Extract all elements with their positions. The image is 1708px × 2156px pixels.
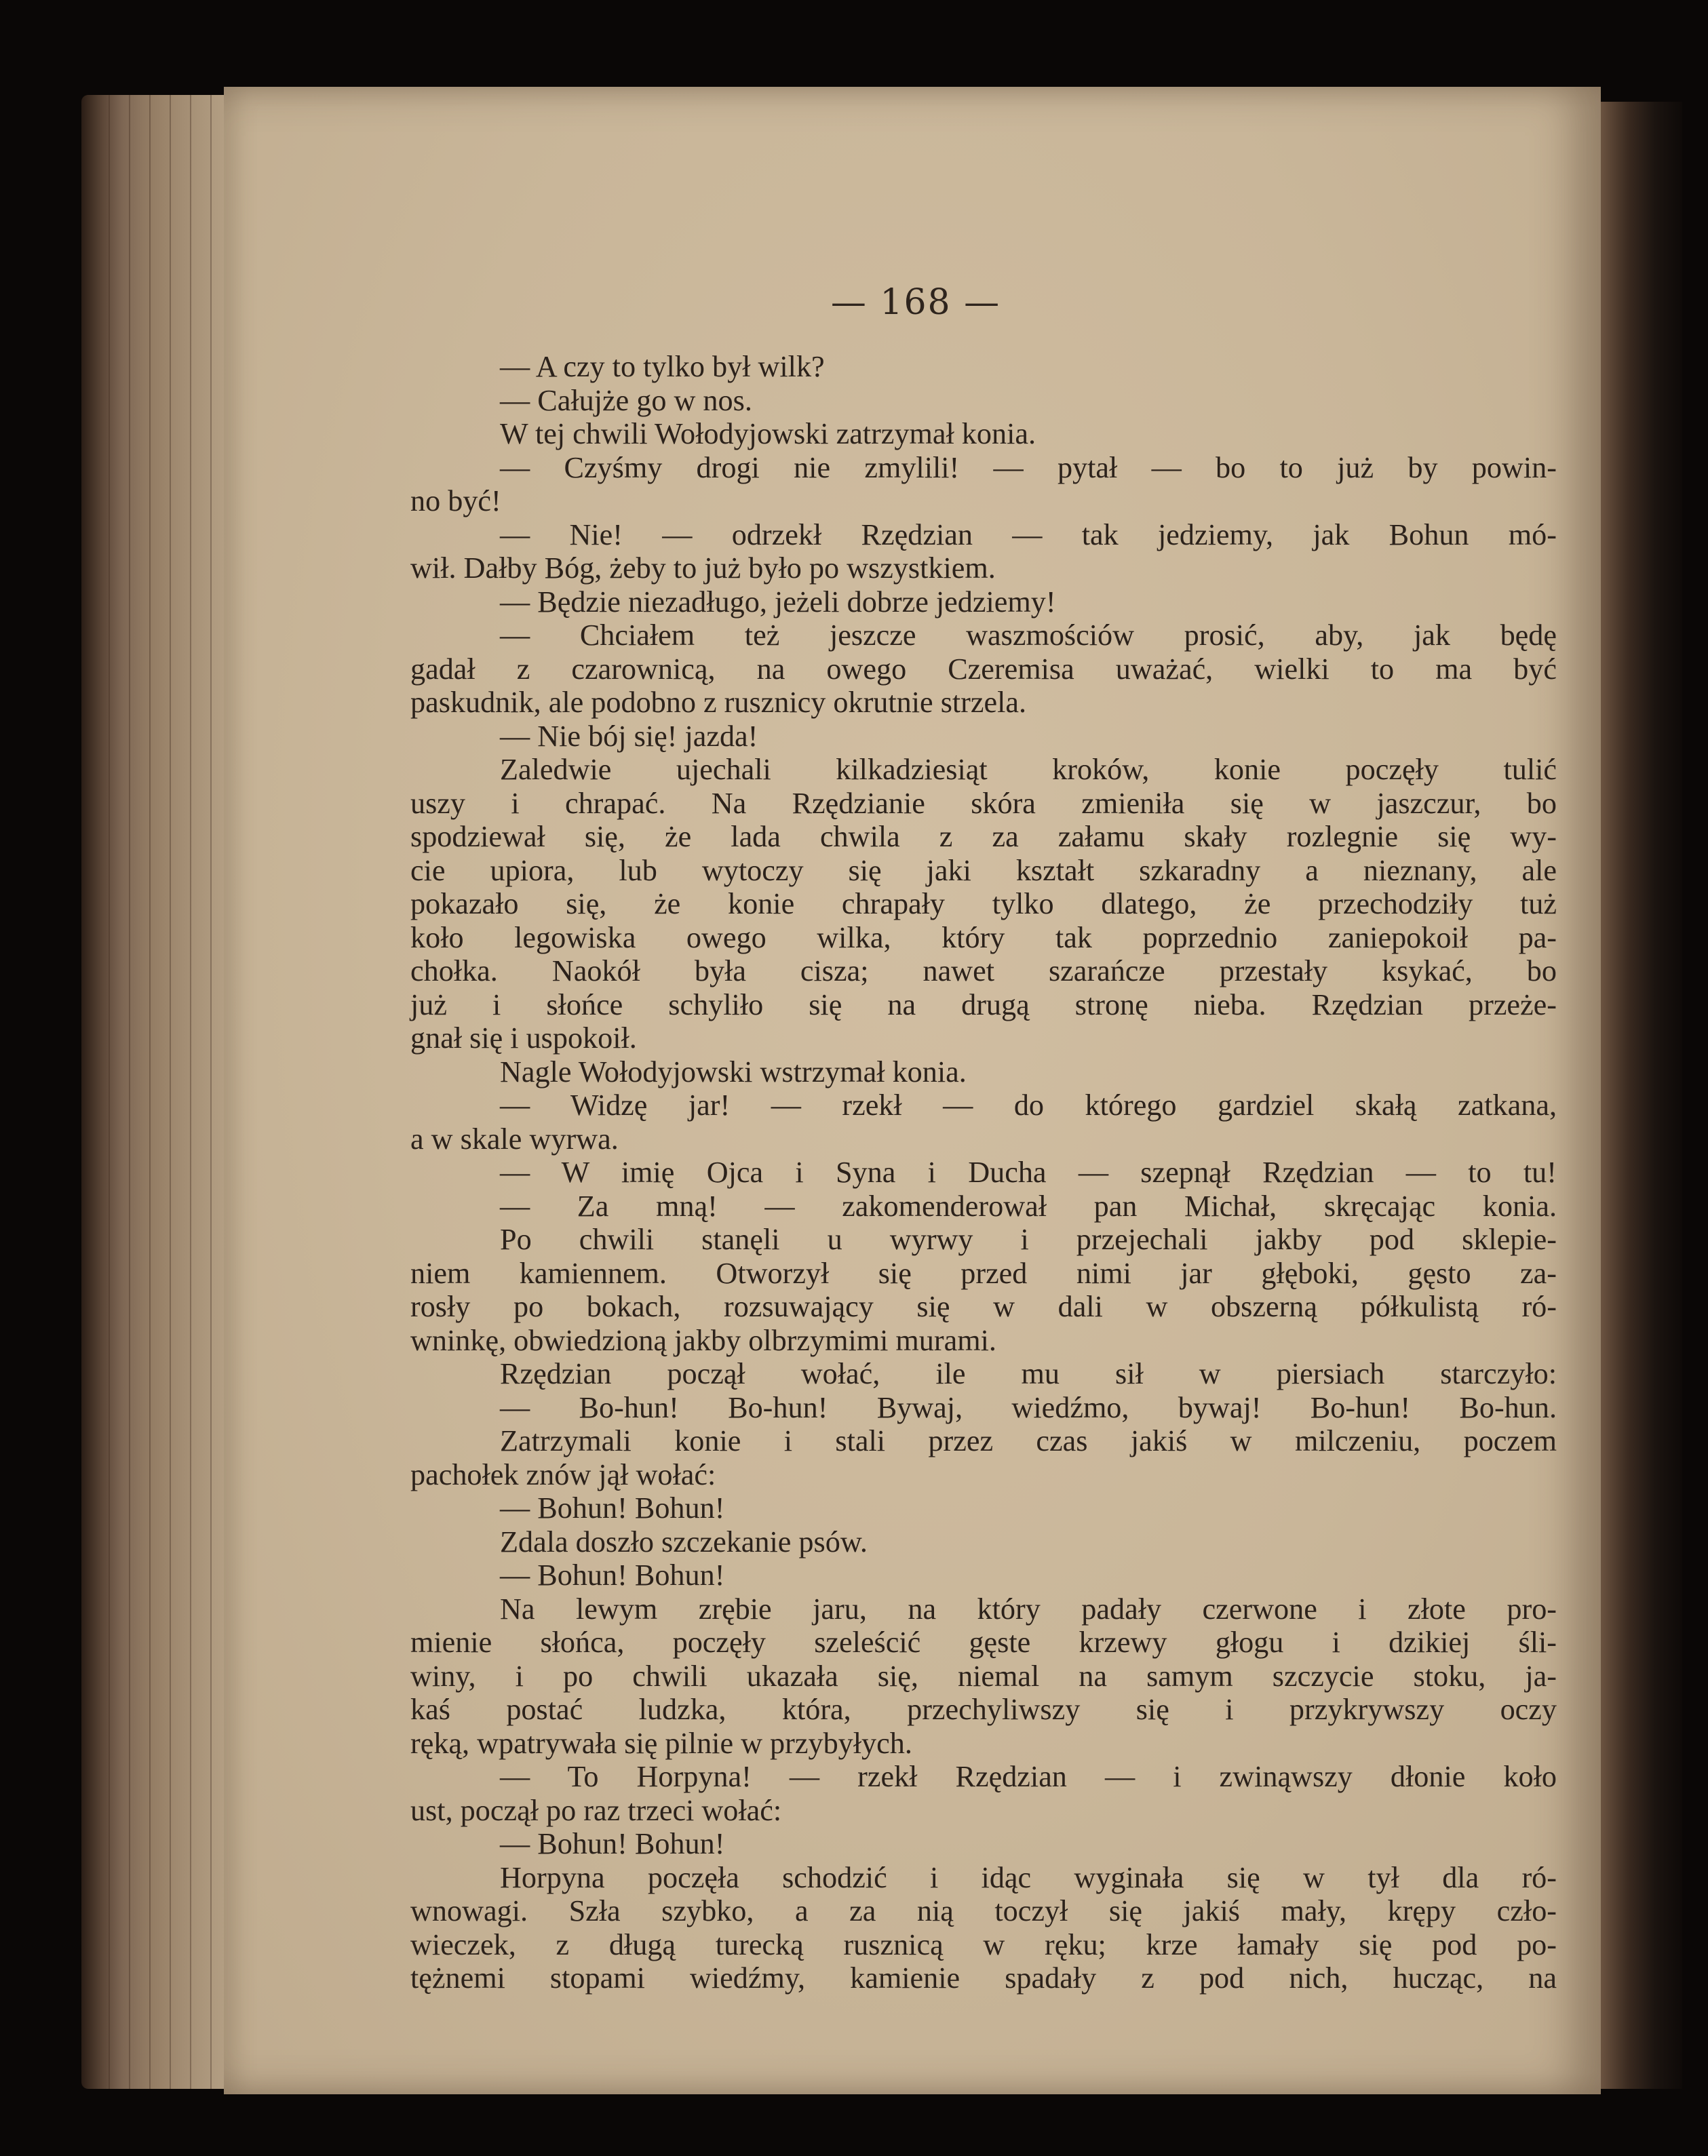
page-number: — 168 — bbox=[830, 282, 1001, 323]
text-line: Rzędzian począł wołać, ile mu sił w piersiach starczyło: bbox=[500, 1357, 1557, 1390]
text-line: gnał się i uspokoił. bbox=[410, 1021, 637, 1055]
text-line: — Będzie niezadługo, jeżeli dobrze jedziemy! bbox=[500, 585, 1056, 619]
text-line: ust, począł po raz trzeci wołać: bbox=[410, 1793, 782, 1827]
text-line: rosły po bokach, rozsuwający się w dali w obszerną półkulistą ró- bbox=[410, 1290, 1557, 1323]
text-line: Na lewym zrębie jaru, na który padały czerwone i złote pro- bbox=[500, 1592, 1557, 1626]
text-line: chołka. Naokół była cisza; nawet szarańcze przestały ksykać, bo bbox=[410, 954, 1557, 987]
text-line: koło legowiska owego wilka, który tak poprzednio zaniepokoił pa- bbox=[410, 920, 1557, 954]
text-line: — W imię Ojca i Syna i Ducha — szepnął Rzędzian — to tu! bbox=[500, 1156, 1557, 1189]
text-line: pokazało się, że konie chrapały tylko dlatego, że przechodziły tuż bbox=[410, 887, 1557, 920]
text-line: — A czy to tylko był wilk? bbox=[500, 350, 825, 383]
text-line: Zdala doszło szczekanie psów. bbox=[500, 1525, 868, 1559]
text-line: niem kamiennem. Otworzył się przed nimi jar głęboki, gęsto za- bbox=[410, 1256, 1557, 1290]
page-stack-edges bbox=[81, 95, 244, 2089]
text-line: mienie słońca, poczęły szeleścić gęste krzewy głogu i dzikiej śli- bbox=[410, 1626, 1557, 1659]
text-line: wił. Dałby Bóg, żeby to już było po wszystkiem. bbox=[410, 551, 996, 585]
text-line: Horpyna poczęła schodzić i idąc wyginała się w tył dla ró- bbox=[500, 1860, 1557, 1894]
text-line: a w skale wyrwa. bbox=[410, 1122, 619, 1156]
text-line: — Chciałem też jeszcze waszmościów prosić, aby, jak będę bbox=[500, 619, 1557, 652]
text-line: cie upiora, lub wytoczy się jaki kształt szkaradny a nieznany, ale bbox=[410, 853, 1557, 887]
text-line: — Bohun! Bohun! bbox=[500, 1827, 725, 1860]
text-line: paskudnik, ale podobno z rusznicy okrutnie strzela. bbox=[410, 686, 1027, 719]
text-line: — Nie bój się! jazda! bbox=[500, 719, 758, 753]
text-line: winy, i po chwili ukazała się, niemal na samym szczycie stoku, ja- bbox=[410, 1659, 1557, 1693]
text-line: — Bohun! Bohun! bbox=[500, 1491, 725, 1525]
text-line: no być! bbox=[410, 484, 501, 517]
text-line: wieczek, z długą turecką rusznicą w ręku; krze łamały się pod po- bbox=[410, 1927, 1557, 1961]
text-line: gadał z czarownicą, na owego Czeremisa uważać, wielki to ma być bbox=[410, 652, 1557, 686]
book-page bbox=[224, 87, 1601, 2094]
text-line: Zatrzymali konie i stali przez czas jakiś w milczeniu, poczem bbox=[500, 1424, 1557, 1457]
text-line: tężnemi stopami wiedźmy, kamienie spadały z pod nich, hucząc, na bbox=[410, 1961, 1557, 1995]
text-line: kaś postać ludzka, która, przechyliwszy się i przykrywszy oczy bbox=[410, 1693, 1557, 1726]
text-line: — Bohun! Bohun! bbox=[500, 1559, 725, 1592]
text-line: — Całujże go w nos. bbox=[500, 383, 752, 417]
page-text bbox=[410, 350, 1557, 1995]
text-line: Zaledwie ujechali kilkadziesiąt kroków, konie poczęły tulić bbox=[500, 753, 1557, 786]
text-line: — To Horpyna! — rzekł Rzędzian — i zwinąwszy dłonie koło bbox=[500, 1760, 1557, 1793]
text-line: ręką, wpatrywała się pilnie w przybyłych. bbox=[410, 1726, 912, 1760]
text-line: W tej chwili Wołodyjowski zatrzymał konia. bbox=[500, 417, 1036, 450]
text-line: spodziewał się, że lada chwila z za załamu skały rozlegnie się wy- bbox=[410, 820, 1557, 853]
text-line: — Bo-hun! Bo-hun! Bywaj, wiedźmo, bywaj! Bo-hun! Bo-hun. bbox=[500, 1390, 1557, 1424]
text-line: — Za mną! — zakomenderował pan Michał, skręcając konia. bbox=[500, 1189, 1557, 1223]
text-line: — Czyśmy drogi nie zmylili! — pytał — bo to już by powin- bbox=[500, 450, 1557, 484]
text-line: wnowagi. Szła szybko, a za nią toczył się jakiś mały, krępy czło- bbox=[410, 1894, 1557, 1927]
text-line: wninkę, obwiedzioną jakby olbrzymimi murami. bbox=[410, 1323, 996, 1357]
text-line: już i słońce schyliło się na drugą stronę nieba. Rzędzian przeże- bbox=[410, 987, 1557, 1021]
text-line: pachołek znów jął wołać: bbox=[410, 1457, 716, 1491]
text-line: uszy i chrapać. Na Rzędzianie skóra zmieniła się w jaszczur, bo bbox=[410, 786, 1557, 820]
text-line: Po chwili stanęli u wyrwy i przejechali jakby pod sklepie- bbox=[500, 1223, 1557, 1256]
text-line: — Nie! — odrzekł Rzędzian — tak jedziemy, jak Bohun mó- bbox=[500, 517, 1557, 551]
text-line: Nagle Wołodyjowski wstrzymał konia. bbox=[500, 1055, 967, 1089]
text-line: — Widzę jar! — rzekł — do którego gardziel skałą zatkana, bbox=[500, 1089, 1557, 1122]
